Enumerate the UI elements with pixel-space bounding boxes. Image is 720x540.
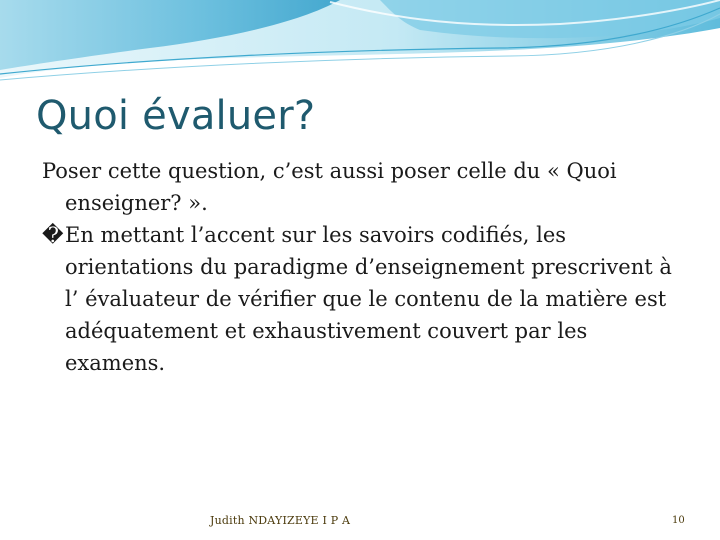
slide-title: Quoi évaluer? <box>36 93 316 139</box>
footer-author: Judith NDAYIZEYE I P A <box>210 514 351 527</box>
paragraph-1: Poser cette question, c’est aussi poser celle du « Quoi enseigner? ». <box>42 159 617 215</box>
body-content <box>42 155 682 379</box>
page-number: 10 <box>672 515 685 526</box>
bullet-glyph: � <box>42 223 64 247</box>
paragraph-2-text: En mettant l’accent sur les savoirs codifiés, les orientations du paradigme d’enseignement prescrivent à l’ évaluateur de vérifier que le contenu de la matière est adéquatement et exhaustivement couvert par les examens. <box>65 223 672 375</box>
paragraph-2 <box>42 219 682 379</box>
header-swoosh-decoration <box>0 0 720 90</box>
